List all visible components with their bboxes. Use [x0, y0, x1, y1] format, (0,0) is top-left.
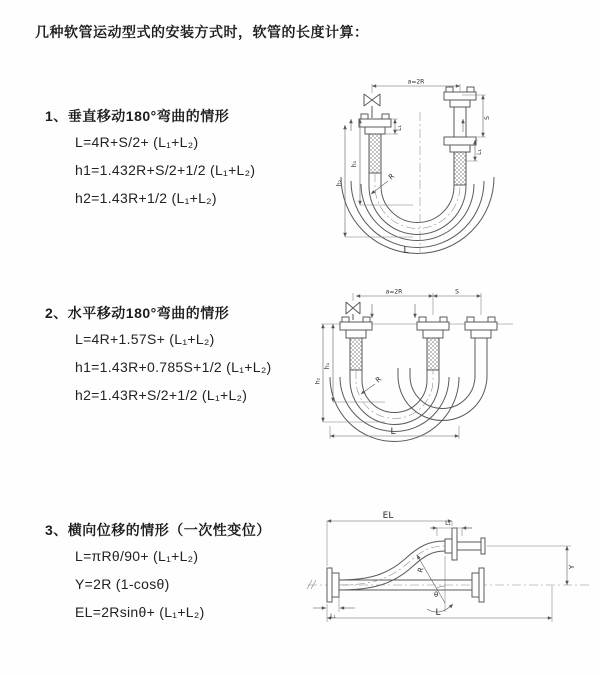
dim-label-l1-bottom: L₁	[330, 613, 336, 620]
dimension-l1-top	[430, 520, 472, 536]
dim-label-l1-right: L₁	[476, 149, 483, 155]
section-3-formula-l: L=πRθ/90+ (L₁+L₂)	[75, 548, 199, 564]
section-1-formula-l: L=4R+S/2+ (L₁+L₂)	[75, 134, 199, 150]
hose-u-curves	[341, 173, 494, 254]
braided-hose-section	[454, 152, 466, 185]
upper-flange-displaced	[445, 528, 485, 560]
section-2-formula-h1: h1=1.43R+0.785S+1/2 (L₁+L₂)	[75, 359, 272, 375]
section-3-formula-el: EL=2Rsinθ+ (L₁+L₂)	[75, 604, 205, 620]
section-2-formula-h2: h2=1.43R+S/2+1/2 (L₁+L₂)	[75, 387, 248, 403]
pipe-break-mark	[307, 580, 316, 589]
dim-label-h2: h₂	[336, 179, 343, 187]
diagram-horizontal-180-bend	[315, 284, 600, 450]
dimension-l1-bottom	[313, 594, 355, 620]
page-title: 几种软管运动型式的安装方式时，软管的长度计算：	[35, 24, 369, 40]
dim-label-a2r: a=2R	[385, 288, 403, 296]
length-label: L	[435, 608, 441, 618]
section-2-heading: 2、水平移动180°弯曲的情形	[45, 305, 230, 321]
theta-label: θ	[434, 591, 439, 599]
length-label: L	[403, 246, 409, 256]
left-flange-fitting	[340, 317, 372, 370]
section-1-formula-h1: h1=1.432R+S/2+1/2 (L₁+L₂)	[75, 162, 256, 178]
dim-label-h1: h₁	[351, 160, 358, 168]
dim-label-y: Y	[568, 564, 576, 570]
diagram-vertical-180-bend	[315, 74, 600, 259]
radius-label: R	[374, 375, 384, 385]
section-1-heading: 1、垂直移动180°弯曲的情形	[45, 108, 230, 124]
section-2-formula-l: L=4R+1.57S+ (L₁+L₂)	[75, 331, 215, 347]
dim-label-h2: h₂	[315, 377, 322, 385]
dimension-y	[487, 546, 576, 585]
dim-label-s: S	[455, 288, 459, 296]
dim-label-h1: h₁	[324, 362, 331, 370]
dim-label-l1-top: L₁	[445, 520, 451, 527]
dim-label-a2r: a=2R	[407, 78, 425, 86]
right-flange-fitting-upper	[444, 87, 476, 137]
diagram-lateral-displacement	[300, 500, 600, 640]
dimension-l	[330, 426, 459, 439]
left-flange-fitting	[359, 114, 391, 173]
left-flange	[327, 568, 339, 602]
section-3-formula-y: Y=2R (1-cosθ)	[75, 576, 170, 592]
right-flange-fitting-shifted	[465, 317, 497, 352]
dim-label-el: EL	[382, 511, 394, 521]
dimension-l	[327, 586, 552, 622]
length-label: L	[390, 427, 396, 437]
dimension-s	[433, 289, 481, 297]
middle-flange-fitting	[417, 317, 449, 370]
right-flange-original	[472, 568, 484, 602]
radius-construction	[416, 555, 445, 612]
radius-label: R	[387, 172, 397, 182]
braided-hose-section	[369, 134, 381, 173]
hose-s-curve	[339, 541, 445, 590]
section-3-heading: 3、横向位移的情形（一次性变位）	[45, 522, 271, 538]
braided-hose-section	[350, 338, 362, 370]
dimension-el	[327, 511, 452, 566]
dim-label-l1-left: L₁	[396, 125, 403, 131]
section-1-formula-h2: h2=1.43R+1/2 (L₁+L₂)	[75, 190, 217, 206]
braided-hose-section	[427, 338, 439, 370]
radius-label: R	[416, 566, 426, 574]
dim-label-s: S	[484, 116, 491, 120]
